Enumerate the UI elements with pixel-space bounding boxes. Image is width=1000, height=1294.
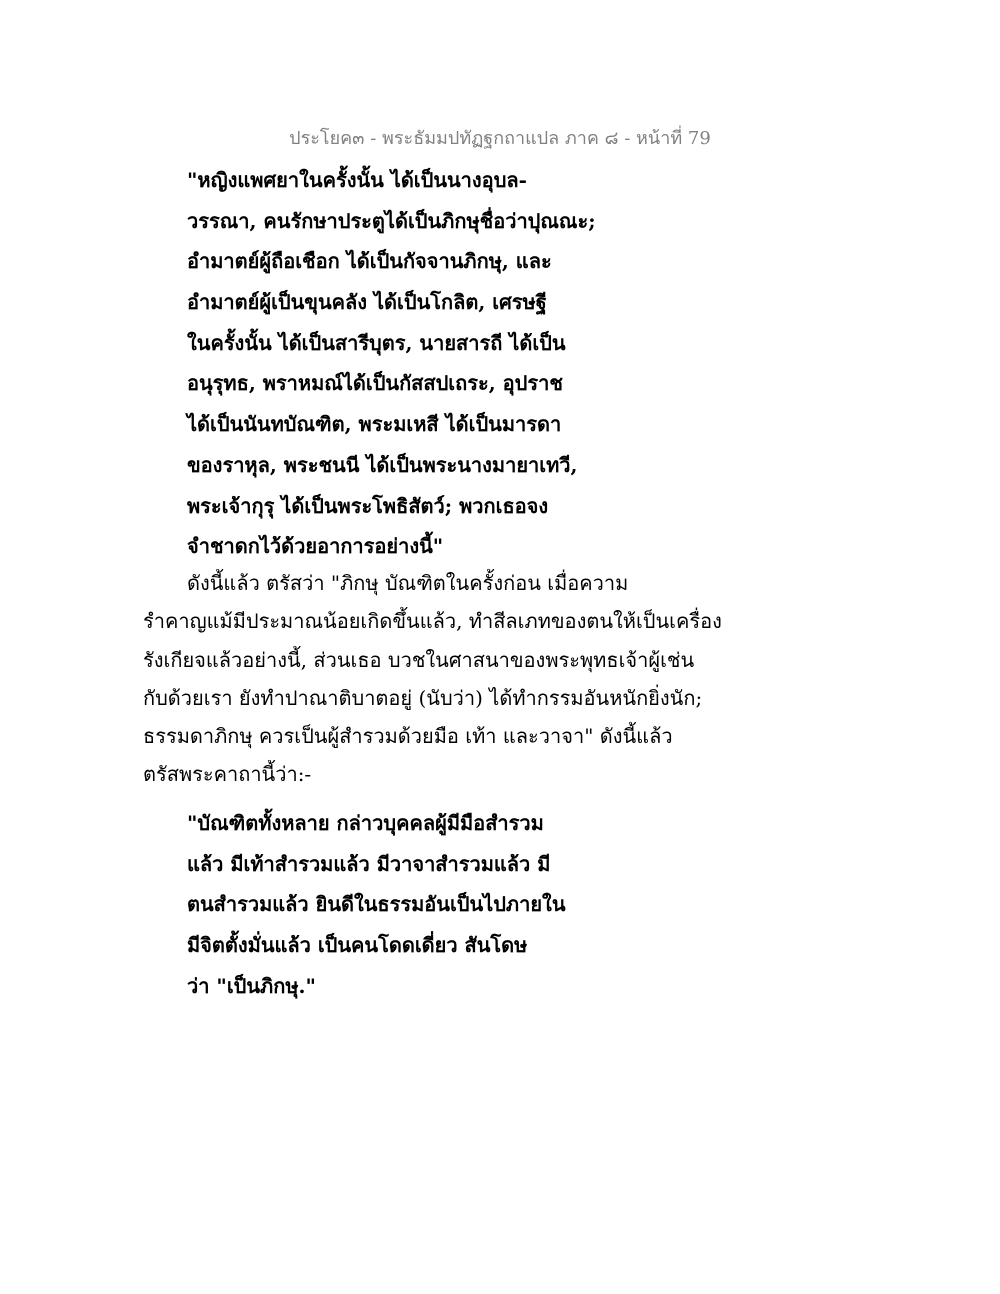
prose-paragraph	[143, 564, 743, 794]
prose-line: กับด้วยเรา ยังทำปาณาติบาตอยู่ (นับว่า) ได้ทำกรรมอันหนักยิ่งนัก;	[143, 685, 703, 710]
prose-line: ธรรมดาภิกษุ ควรเป็นผู้สำรวมด้วยมือ เท้า และวาจา" ดังนี้แล้ว	[143, 724, 673, 749]
verse-line: จำชาดกไว้ด้วยอาการอย่างนี้"	[187, 534, 444, 559]
prose-line: ตรัสพระคาถานี้ว่า:-	[143, 762, 312, 787]
verse-line: พระเจ้ากุรุ ได้เป็นพระโพธิสัตว์; พวกเธอจง	[187, 493, 549, 518]
verse-line: อำมาตย์ผู้เป็นขุนคลัง ได้เป็นโกลิต, เศรษฐี	[187, 290, 547, 315]
verse-line: ว่า "เป็นภิกษุ."	[187, 973, 316, 998]
verse-line: ในครั้งนั้น ได้เป็นสารีบุตร, นายสารถี ได้เป็น	[187, 330, 566, 355]
verse-line: ของราหุล, พระชนนี ได้เป็นพระนางมายาเทวี,	[187, 452, 578, 477]
page-header: ประโยค๓ - พระธัมมปทัฏฐกถาแปล ภาค ๘ - หน้าที่ 79	[289, 128, 711, 149]
verse-line: อนุรุทธ, พราหมณ์ได้เป็นกัสสปเถระ, อุปราช	[187, 371, 563, 396]
verse-line: "บัณฑิตทั้งหลาย กล่าวบุคคลผู้มีมือสำรวม	[187, 811, 544, 835]
verse-line: อำมาตย์ผู้ถือเชือก ได้เป็นกัจจานภิกษุ, และ	[187, 249, 552, 274]
prose-line: รำคาญแม้มีประมาณน้อยเกิดขึ้นแล้ว, ทำสีลเภทของตนให้เป็นเครื่อง	[143, 609, 722, 634]
verse-line: ตนสำรวมแล้ว ยินดีในธรรมอันเป็นไปภายใน	[187, 892, 566, 917]
verse-line: แล้ว มีเท้าสำรวมแล้ว มีวาจาสำรวมแล้ว มี	[187, 851, 551, 876]
verse-block-gatha	[187, 803, 747, 1006]
verse-block-jataka	[187, 160, 747, 567]
prose-line: รังเกียจแล้วอย่างนี้, ส่วนเธอ บวชในศาสนาของพระพุทธเจ้าผู้เช่น	[143, 647, 695, 672]
verse-line: วรรณา, คนรักษาประตูได้เป็นภิกษุชื่อว่าปุณณะ;	[187, 208, 596, 233]
verse-line: "หญิงแพศยาในครั้งนั้น ได้เป็นนางอุบล-	[187, 168, 527, 192]
verse-line: ได้เป็นนันทบัณฑิต, พระมเหสี ได้เป็นมารดา	[187, 412, 562, 437]
verse-line: มีจิตตั้งมั่นแล้ว เป็นคนโดดเดี่ยว สันโดษ	[187, 933, 528, 958]
prose-line: ดังนี้แล้ว ตรัสว่า "ภิกษุ บัณฑิตในครั้งก่อน เมื่อความ	[187, 571, 629, 595]
